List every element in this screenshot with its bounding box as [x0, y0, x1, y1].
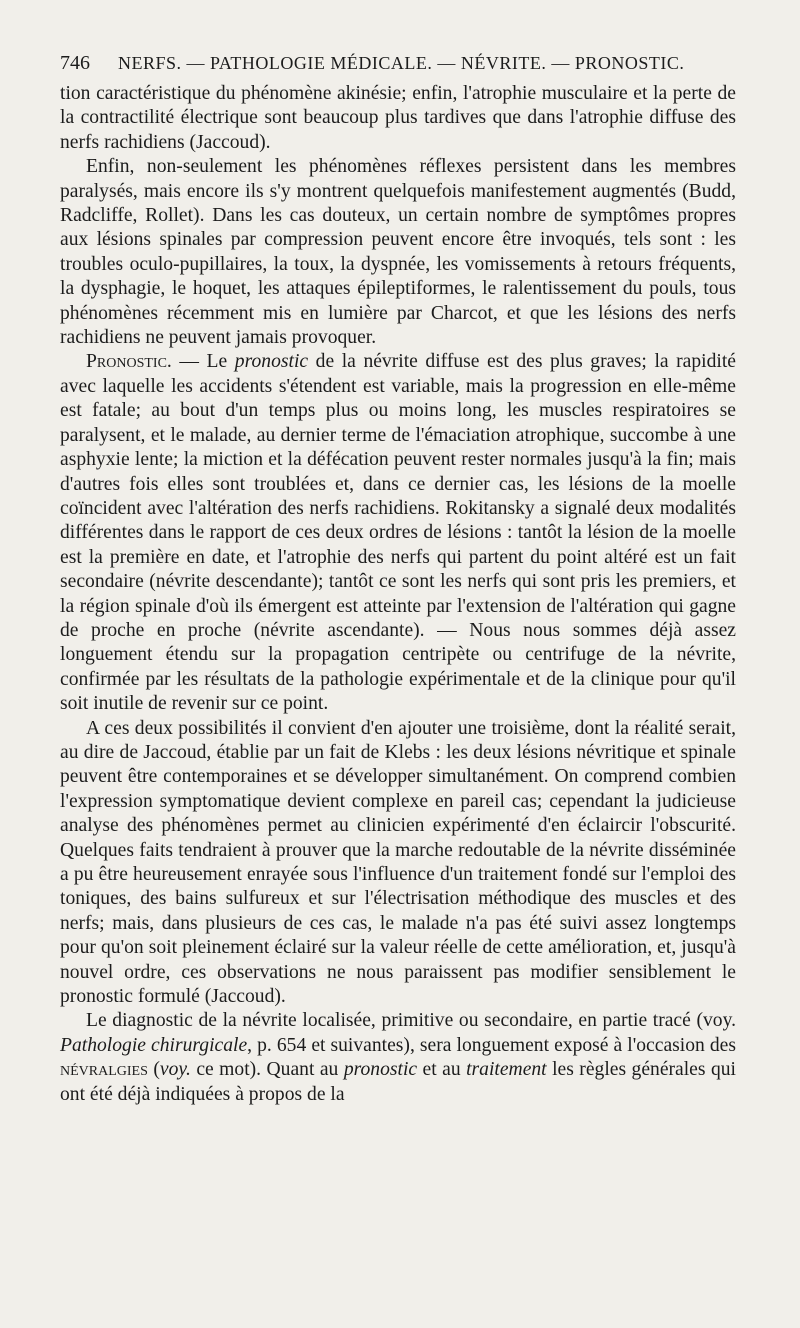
paragraph-pronostic: [60, 350, 736, 716]
text-segment: ce mot). Quant au: [190, 1059, 344, 1081]
section-lead-pronostic: Pronostic.: [86, 351, 172, 373]
italic-term: voy.: [159, 1059, 191, 1081]
body-text: [60, 82, 736, 1107]
text-segment: et au: [417, 1059, 467, 1081]
text-segment: Le diagnostic de la névrite localisée, primitive ou secondaire, en partie tracé (voy.: [86, 1010, 736, 1032]
paragraph-2: Enfin, non-seulement les phénomènes réflexes persistent dans les membres paralysés, mais encore ils s'y montrent quelquefois manifestement augmentés (Budd, Radcliffe, Rollet). Dans les cas douteux, un certain nombre de symptômes propres aux lésions spinales par compression peuvent encore être invoqués, tels sont : les troubles oculo-pupillaires, la toux, la dyspnée, les vomissements à retours fréquents, la dysphagie, le hoquet, les attaques épileptiformes, le ralentissement du pouls, tous phénomènes récemment mis en lumière par Charcot, et que les lésions des nerfs rachidiens ne peuvent jamais provoquer.: [60, 156, 736, 349]
italic-term: pronostic: [343, 1059, 418, 1081]
running-header: [60, 52, 740, 82]
italic-term: Pathologie chirurgicale: [60, 1034, 248, 1056]
italic-term: pronostic: [234, 351, 309, 373]
paragraph-4: A ces deux possibilités il convient d'en ajouter une troisième, dont la réalité serait, au dire de Jaccoud, établie par un fait de Klebs : les deux lésions névritique et spinale peuvent être contemporaines et se développer simultanément. On comprend combien l'expression symptomatique devient complexe en pareil cas; cependant la judicieuse analyse des phénomènes permet au clinicien expérimenté d'en éclaircir l'obscurité. Quelques faits tendraient à prouver que la marche redoutable de la névrite disséminée a pu être heureusement enrayée sous l'influence d'un traitement fondé sur l'emploi des toniques, des bains sulfureux et sur l'électrisation méthodique des muscles et des nerfs; mais, dans plusieurs de ces cas, le malade n'a pas été suivi assez longtemps pour qu'on soit pleinement éclairé sur la valeur réelle de cette amélioration, et, jusqu'à nouvel ordre, ces observations ne nous paraissent pas modifier sensiblement le pronostic formulé (Jaccoud).: [60, 717, 736, 1008]
text-segment: de la névrite diffuse est des plus graves; la rapidité avec laquelle les accidents s'étendent est variable, mais la progression en elle-même est fatale; au bout d'un temps plus ou moins long, les muscles respiratoires se paralysent, et le malade, au dernier terme de l'émaciation atrophique, succombe à une asphyxie lente; la miction et la défécation peuvent rester normales jusqu'à la fin; mais d'autres fois elles sont troublées et, dans ce dernier cas, les lésions de la moelle coïncident avec l'altération des nerfs rachidiens. Rokitansky a signalé deux modalités différentes dans le rapport de ces deux ordres de lésions : tantôt la lésion de la moelle est la première en date, et l'atrophie des nerfs qui partent du point altéré est un fait secondaire (névrite descendante); tantôt ce sont les nerfs qui sont pris les premiers, et la région spinale d'où ils émergent est atteinte par l'extension de l'altération qui gagne de proche en proche (névrite ascendante). — Nous nous sommes déjà assez longuement étendu sur la propagation centripète ou centrifuge de la névrite, confirmée par les résultats de la pathologie expérimentale et de la clinique pour qu'il soit inutile de revenir sur ce point.: [60, 351, 736, 715]
italic-term: traitement: [466, 1059, 547, 1081]
small-caps-term: névralgies: [60, 1059, 148, 1081]
text-segment: les règles générales qui ont été déjà indiquées à propos de la: [60, 1059, 736, 1105]
paragraph-5: [60, 1009, 736, 1107]
page-number: 746: [60, 52, 90, 74]
paragraph-1: tion caractéristique du phénomène akinésie; enfin, l'atrophie musculaire et la perte de la contractilité électrique sont beaucoup plus tardives que dans l'atrophie diffuse des nerfs rachidiens (Jaccoud).: [60, 83, 736, 153]
running-title: NERFS. — PATHOLOGIE MÉDICALE. — NÉVRITE. — PRONOSTIC.: [118, 53, 685, 73]
text-segment: (: [147, 1059, 160, 1081]
text-segment: , p. 654 et suivantes), sera longuement exposé à l'occasion des: [247, 1034, 736, 1056]
text-segment: — Le: [171, 351, 235, 373]
